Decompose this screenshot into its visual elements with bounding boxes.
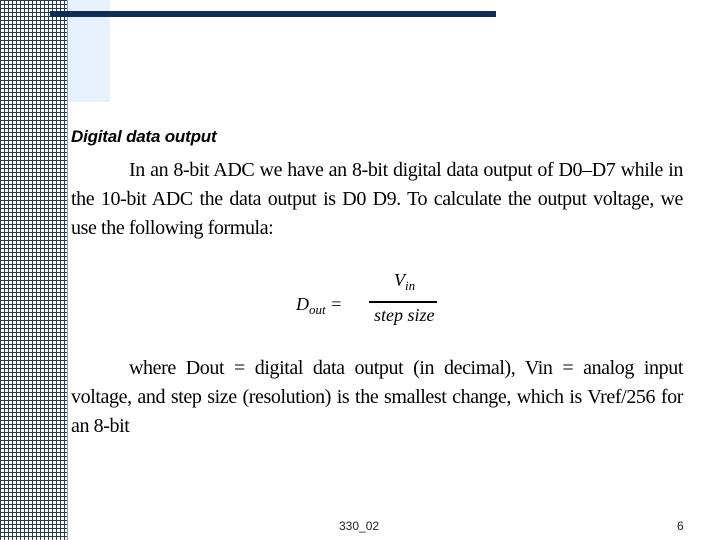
title-accent-bar	[50, 11, 496, 17]
output-formula	[296, 270, 446, 330]
paragraph-definitions: where Dout = digital data output (in decimal), Vin = analog input voltage, and step size (resolution) is the smallest change, which is Vref/256 for an 8-bit	[71, 357, 683, 437]
decorative-grid-strip	[0, 0, 67, 540]
footer-course-code: 330_02	[339, 519, 380, 533]
formula-fraction-bar	[369, 301, 437, 303]
formula-lhs	[296, 294, 342, 318]
formula-denominator: step size	[374, 305, 435, 325]
formula-lhs-symbol: D	[296, 294, 309, 314]
formula-equals: =	[330, 294, 343, 314]
formula-numerator-symbol: V	[394, 270, 405, 290]
formula-numerator-subscript: in	[405, 278, 416, 293]
paragraph-intro: In an 8-bit ADC we have an 8-bit digital data output of D0–D7 while in the 10-bit ADC the data output is D0 D9. To calculate the output voltage, we use the following formula:	[71, 159, 683, 239]
formula-lhs-subscript: out	[309, 302, 326, 317]
slide-heading: Digital data output	[71, 127, 217, 146]
footer-page-number: 6	[677, 519, 684, 533]
formula-numerator	[394, 270, 415, 294]
